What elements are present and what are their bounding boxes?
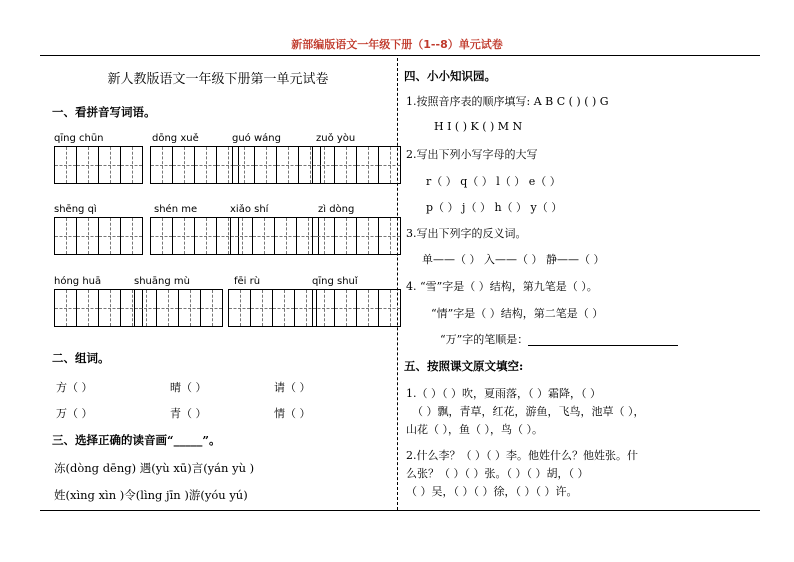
stroke-order-question[interactable] bbox=[440, 331, 678, 347]
pinyin-label: zuǒ yòu bbox=[316, 133, 356, 144]
structure-question[interactable]: 4. “雪”字是（ ）结构，第九笔是（ ）。 bbox=[406, 280, 598, 293]
pinyin-label: guó wáng bbox=[232, 133, 281, 144]
tianzige-grid[interactable] bbox=[150, 217, 239, 255]
tianzige-grid[interactable] bbox=[54, 146, 143, 184]
pinyin-label: zì dòng bbox=[318, 204, 355, 215]
tianzige-grid[interactable] bbox=[134, 289, 223, 327]
uppercase-question: 2.写出下列小写字母的大写 bbox=[406, 148, 538, 161]
tianzige-grid[interactable] bbox=[312, 289, 401, 327]
word-blank[interactable]: 万（ ） bbox=[56, 407, 93, 420]
pinyin-label: shuāng mù bbox=[134, 276, 190, 287]
word-blank[interactable]: 情（ ） bbox=[274, 407, 311, 420]
word-blank[interactable]: 请（ ） bbox=[274, 381, 311, 394]
tianzige-grid[interactable] bbox=[228, 289, 317, 327]
tianzige-grid[interactable] bbox=[232, 146, 321, 184]
antonym-row[interactable]: 单——（ ） 入——（ ） 静——（ ） bbox=[422, 253, 605, 266]
bottom-rule bbox=[40, 510, 760, 511]
tianzige-grid[interactable] bbox=[54, 217, 143, 255]
tianzige-grid[interactable] bbox=[230, 217, 319, 255]
word-blank[interactable]: 方（ ） bbox=[56, 381, 93, 394]
pinyin-label: shēng qì bbox=[54, 204, 97, 215]
section-5-heading: 五、按照课文原文填空: bbox=[404, 359, 524, 373]
uppercase-row[interactable]: p（ ） j（ ） h（ ） y（ ） bbox=[426, 201, 563, 214]
section-2-heading: 二、组词。 bbox=[52, 351, 110, 365]
tianzige-grid[interactable] bbox=[54, 289, 143, 327]
poem-fill-line[interactable]: 山花（ ），鱼（ ），鸟（ ）。 bbox=[406, 423, 543, 436]
poem-fill-line[interactable]: 1.（ ）（ ）吹，夏雨落，（ ）霜降，（ ） bbox=[406, 387, 601, 400]
pinyin-label: qīng shuǐ bbox=[312, 276, 358, 287]
section-4-heading: 四、小小知识园。 bbox=[404, 69, 496, 83]
top-rule bbox=[40, 55, 760, 56]
pinyin-label: shén me bbox=[154, 204, 198, 215]
pinyin-label: hóng huā bbox=[54, 276, 102, 287]
pronunciation-row[interactable]: 冻(dòng dēng) 遇(yù xū)言(yán yù ) bbox=[54, 461, 255, 475]
column-divider bbox=[397, 58, 398, 510]
pronunciation-row[interactable]: 姓(xìng xìn )令(lìng jīn )游(yóu yú) bbox=[54, 488, 248, 502]
antonym-question: 3.写出下列字的反义词。 bbox=[406, 227, 527, 240]
tianzige-grid[interactable] bbox=[312, 217, 401, 255]
pinyin-label: dōng xuě bbox=[152, 133, 199, 144]
section-3-heading: 三、选择正确的读音画“_____”。 bbox=[52, 433, 221, 447]
uppercase-row[interactable]: r（ ） q（ ） l（ ） e（ ） bbox=[426, 175, 561, 188]
pinyin-label: fēi rù bbox=[234, 276, 261, 287]
word-blank[interactable]: 青（ ） bbox=[170, 407, 207, 420]
word-blank[interactable]: 晴（ ） bbox=[170, 381, 207, 394]
surname-fill-line[interactable]: 么张？（ ）（ ）张。（ ）（ ）胡，（ ） bbox=[406, 467, 589, 480]
pinyin-label: xiǎo shí bbox=[230, 204, 269, 215]
pinyin-label: qīng chūn bbox=[54, 133, 104, 144]
alphabet-order-question[interactable]: 1.按照音序表的顺序填写: A B C ( ) ( ) G bbox=[406, 95, 609, 108]
exam-title: 新人教版语文一年级下册第一单元试卷 bbox=[107, 72, 329, 87]
section-1-heading: 一、看拼音写词语。 bbox=[52, 105, 156, 119]
alphabet-order-continued[interactable]: H I ( ) K ( ) M N bbox=[434, 120, 523, 133]
series-banner: 新部编版语文一年级下册（1--8）单元试卷 bbox=[291, 38, 503, 51]
structure-question[interactable]: “情”字是（ ）结构，第二笔是（ ） bbox=[431, 307, 604, 320]
stroke-order-label: “万”字的笔顺是： bbox=[440, 333, 529, 346]
surname-fill-line[interactable]: 2.什么李？（ ）（ ）李。他姓什么？他姓张。什 bbox=[406, 449, 638, 462]
tianzige-grid[interactable] bbox=[150, 146, 239, 184]
stroke-order-blank[interactable] bbox=[528, 335, 678, 346]
tianzige-grid[interactable] bbox=[312, 146, 401, 184]
poem-fill-line[interactable]: （ ）飘，青草，红花，游鱼，飞鸟，池草（ ）， bbox=[412, 405, 645, 418]
surname-fill-line[interactable]: （ ）吴，（ ）（ ）徐，（ ）（ ）许。 bbox=[406, 485, 578, 498]
